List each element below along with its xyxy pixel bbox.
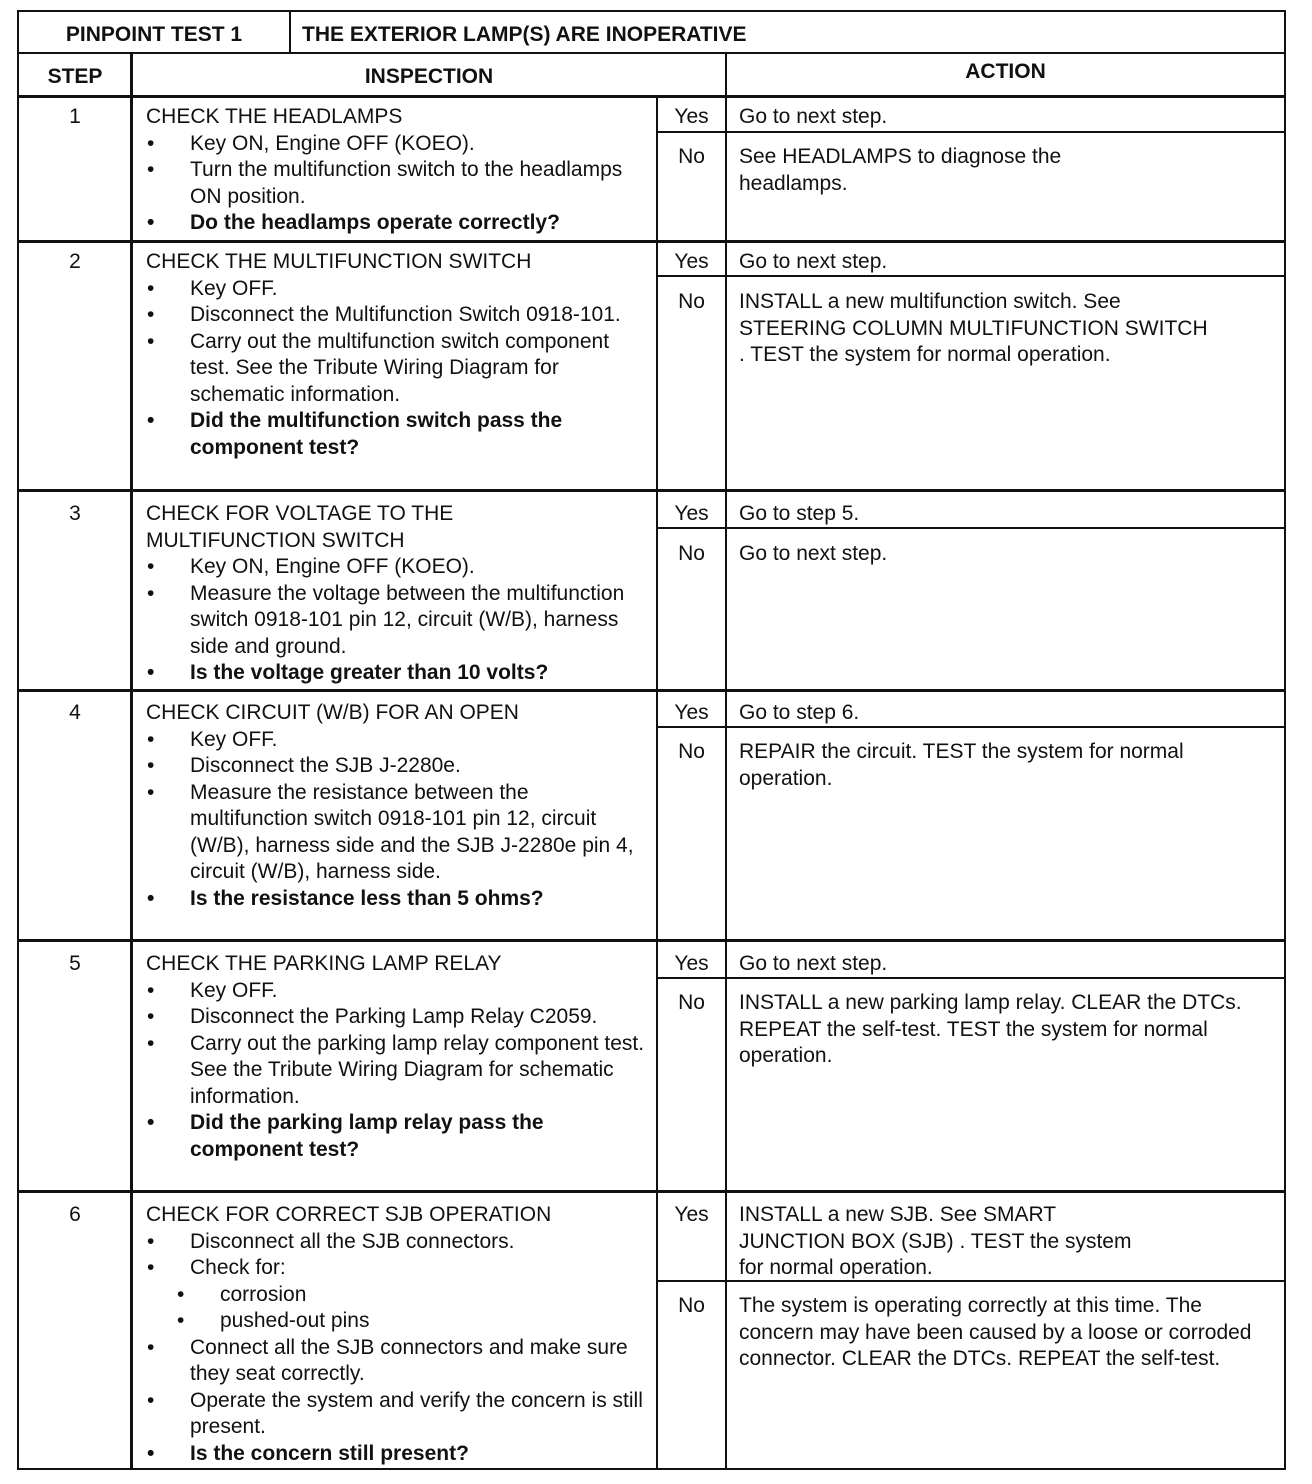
inspection-subitem: • corrosion (146, 1282, 646, 1309)
inspection-item: • Key OFF. (146, 978, 646, 1005)
column-line (656, 95, 658, 1470)
no-action: INSTALL a new parking lamp relay. CLEAR the DTCs. REPEAT the self-test. TEST the system for normal operation. (739, 991, 1242, 1067)
no-label: No (678, 1294, 705, 1317)
yes-label: Yes (674, 952, 709, 975)
step-number: 1 (69, 105, 81, 128)
column-line (725, 52, 727, 1470)
inspection-question: • Do the headlamps operate correctly? (146, 210, 646, 237)
step-title: CHECK THE HEADLAMPS (146, 105, 403, 128)
step-title: CHECK FOR CORRECT SJB OPERATION (146, 1203, 552, 1226)
inspection-list (146, 727, 646, 913)
no-action: REPAIR the circuit. TEST the system for normal operation. (739, 740, 1184, 790)
yes-action: Go to next step. (739, 952, 888, 975)
inspection-item: • Key ON, Engine OFF (KOEO). (146, 131, 646, 158)
no-label: No (678, 290, 705, 313)
yes-action: Go to step 6. (739, 701, 860, 724)
border-left (17, 10, 19, 1470)
yes-label: Yes (674, 701, 709, 724)
inspection-cell (133, 1196, 656, 1468)
yes-label: Yes (674, 250, 709, 273)
column-header-action: ACTION (965, 60, 1046, 83)
inspection-list (146, 131, 646, 237)
inspection-item: • Connect all the SJB connectors and make sure they seat correctly. (146, 1335, 646, 1388)
yes-label: Yes (674, 1203, 709, 1226)
inspection-item: • Key ON, Engine OFF (KOEO). (146, 554, 646, 581)
inspection-question: • Is the resistance less than 5 ohms? (146, 886, 646, 913)
inspection-list (146, 276, 646, 462)
column-header-step: STEP (47, 65, 103, 88)
inspection-cell (133, 495, 656, 689)
no-action: INSTALL a new multifunction switch. See STEERING COLUMN MULTIFUNCTION SWITCH . TEST the system for normal operation. (739, 290, 1208, 366)
row-separator (17, 489, 1286, 492)
inspection-question: • Is the voltage greater than 10 volts? (146, 660, 646, 687)
yes-no-separator (656, 131, 1286, 133)
yes-no-separator (656, 527, 1286, 529)
step-title: CHECK THE PARKING LAMP RELAY (146, 952, 502, 975)
yes-no-separator (656, 275, 1286, 277)
inspection-item: • Operate the system and verify the concern is still present. (146, 1388, 646, 1441)
inspection-item: • Check for: (146, 1255, 646, 1282)
step-number: 6 (69, 1203, 81, 1226)
column-header-inspection: INSPECTION (364, 65, 494, 88)
divider (17, 52, 1286, 54)
inspection-item: • Disconnect the SJB J-2280e. (146, 753, 646, 780)
yes-label: Yes (674, 105, 709, 128)
step-title: CHECK FOR VOLTAGE TO THE MULTIFUNCTION SWITCH (146, 502, 454, 552)
inspection-question: • Is the concern still present? (146, 1441, 646, 1468)
border-right (1284, 10, 1286, 1470)
row-separator (17, 689, 1286, 692)
row-separator (17, 939, 1286, 942)
inspection-list (146, 1229, 646, 1468)
no-label: No (678, 740, 705, 763)
yes-no-separator (656, 1280, 1286, 1282)
step-number: 5 (69, 952, 81, 975)
inspection-item: • Disconnect the Parking Lamp Relay C2059. (146, 1004, 646, 1031)
inspection-item: • Disconnect all the SJB connectors. (146, 1229, 646, 1256)
no-action: See HEADLAMPS to diagnose the headlamps. (739, 145, 1062, 195)
divider (289, 10, 291, 53)
inspection-item: • Key OFF. (146, 276, 646, 303)
divider (17, 95, 1286, 98)
yes-action: Go to next step. (739, 250, 888, 273)
inspection-item: • Measure the resistance between the multifunction switch 0918-101 pin 12, circuit (W/B), harness side and the SJB J-2280e pin 4, circuit (W/B), harness side. (146, 780, 646, 886)
step-title: CHECK THE MULTIFUNCTION SWITCH (146, 250, 532, 273)
no-label: No (678, 145, 705, 168)
inspection-question: • Did the parking lamp relay pass the component test? (146, 1110, 646, 1163)
step-number: 3 (69, 502, 81, 525)
inspection-item: • Measure the voltage between the multifunction switch 0918-101 pin 12, circuit (W/B), harness side and ground. (146, 581, 646, 661)
test-title: THE EXTERIOR LAMP(S) ARE INOPERATIVE (302, 23, 747, 46)
inspection-cell (133, 694, 656, 939)
border-bottom (17, 1468, 1286, 1470)
yes-action: Go to step 5. (739, 502, 860, 525)
inspection-list (146, 978, 646, 1164)
inspection-cell (133, 945, 656, 1190)
no-label: No (678, 542, 705, 565)
no-action: Go to next step. (739, 542, 888, 565)
border-top (17, 10, 1286, 12)
inspection-item: • Turn the multifunction switch to the headlamps ON position. (146, 157, 646, 210)
inspection-list (146, 554, 646, 687)
step-number: 2 (69, 250, 81, 273)
yes-label: Yes (674, 502, 709, 525)
inspection-item: • Key OFF. (146, 727, 646, 754)
yes-action: Go to next step. (739, 105, 888, 128)
inspection-item: • Carry out the multifunction switch component test. See the Tribute Wiring Diagram for schematic information. (146, 329, 646, 409)
no-label: No (678, 991, 705, 1014)
inspection-cell (133, 243, 656, 489)
yes-no-separator (656, 726, 1286, 728)
column-line (130, 52, 133, 1470)
row-separator (17, 1190, 1286, 1193)
no-action: The system is operating correctly at this time. The concern may have been caused by a loose or corroded connector. CLEAR the DTCs. REPEAT the self-test. (739, 1294, 1252, 1370)
yes-action: INSTALL a new SJB. See SMART JUNCTION BOX (SJB) . TEST the system for normal operation. (739, 1203, 1132, 1279)
test-label: PINPOINT TEST 1 (65, 23, 243, 46)
step-title: CHECK CIRCUIT (W/B) FOR AN OPEN (146, 701, 519, 724)
inspection-question: • Did the multifunction switch pass the component test? (146, 408, 646, 461)
inspection-item: • Disconnect the Multifunction Switch 0918-101. (146, 302, 646, 329)
step-number: 4 (69, 701, 81, 724)
inspection-item: • Carry out the parking lamp relay component test. See the Tribute Wiring Diagram for schematic information. (146, 1031, 646, 1111)
inspection-subitem: • pushed-out pins (146, 1308, 646, 1335)
inspection-cell (133, 98, 656, 240)
yes-no-separator (656, 977, 1286, 979)
row-separator (17, 240, 1286, 243)
